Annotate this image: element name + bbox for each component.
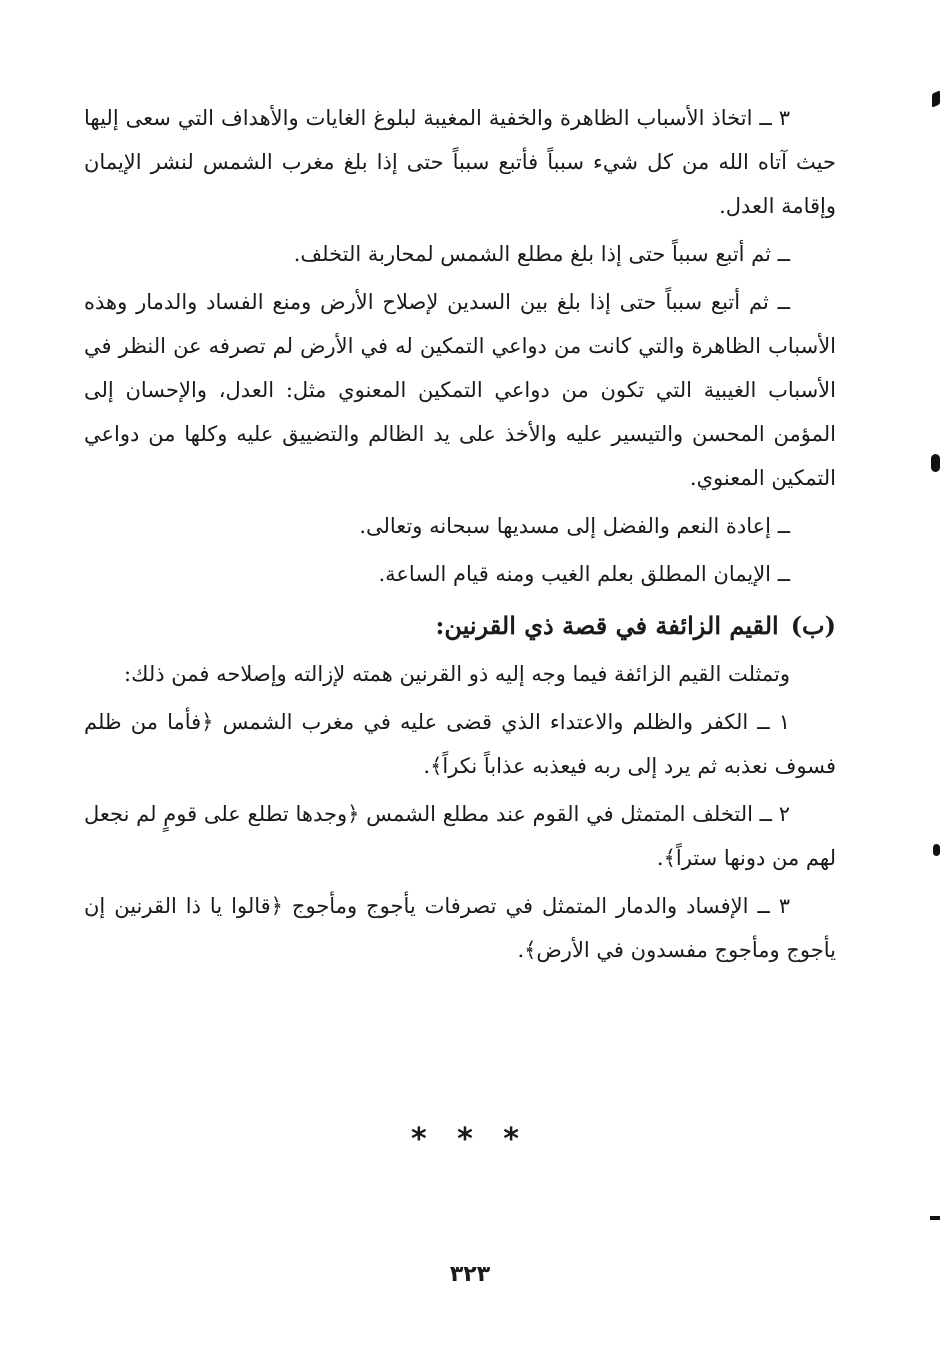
list-item: ٢ ــ التخلف المتمثل في القوم عند مطلع الشمس ﴿وجدها تطلع على قومٍ لم نجعل لهم من دونها ستراً﴾.: [84, 802, 836, 870]
list-item: ــ إعادة النعم والفضل إلى مسديها سبحانه وتعالى.: [359, 514, 790, 538]
scan-edge-mark: [933, 844, 940, 856]
section-heading: [84, 600, 836, 652]
scan-edge-mark: [930, 1216, 940, 1220]
list-item: ١ ــ الكفر والظلم والاعتداء الذي قضى عليه في مغرب الشمس ﴿فأما من ظلم فسوف نعذبه ثم يرد إلى ربه فيعذبه عذاباً نكراً﴾.: [84, 710, 836, 778]
section-letter: (ب): [790, 611, 836, 640]
body-text: [84, 96, 836, 976]
list-item: ٣ ــ اتخاذ الأسباب الظاهرة والخفية المغيبة لبلوغ الغايات والأهداف التي سعى إليها حيث آتاه الله من كل شيء سبباً فأتبع سبباً حتى إذا بلغ مغرب الشمس لنشر الإيمان وإقامة العدل.: [84, 106, 836, 218]
list-item: ــ الإيمان المطلق بعلم الغيب ومنه قيام الساعة.: [378, 562, 790, 586]
scan-edge-mark: [932, 90, 940, 108]
intro-paragraph: وتمثلت القيم الزائفة فيما وجه إليه ذو القرنين همته لإزالته وإصلاحه فمن ذلك:: [124, 662, 790, 686]
section-separator: * * *: [411, 1122, 529, 1157]
list-item: ــ ثم أتبع سبباً حتى إذا بلغ مطلع الشمس لمحاربة التخلف.: [293, 242, 790, 266]
section-title: القيم الزائفة في قصة ذي القرنين:: [435, 611, 779, 640]
list-item: ٣ ــ الإفساد والدمار المتمثل في تصرفات يأجوج ومأجوج ﴿قالوا يا ذا القرنين إن يأجوج ومأجوج مفسدون في الأرض﴾.: [84, 894, 836, 962]
scan-edge-mark: [931, 454, 940, 472]
page-number: ٣٢٣: [449, 1262, 491, 1287]
list-item: ــ ثم أتبع سبباً حتى إذا بلغ بين السدين لإصلاح الأرض ومنع الفساد والدمار وهذه الأسباب الظاهرة والتي كانت من دواعي التمكين له في الأرض لم تصرفه عن النظر في الأسباب الغيبية التي تكون من دواعي التمكين المعنوي مثل: العدل، والإحسان إلى المؤمن المحسن والتيسير عليه والأخذ على يد الظالم والتضييق عليه وكلها من دواعي التمكين المعنوي.: [84, 290, 837, 490]
